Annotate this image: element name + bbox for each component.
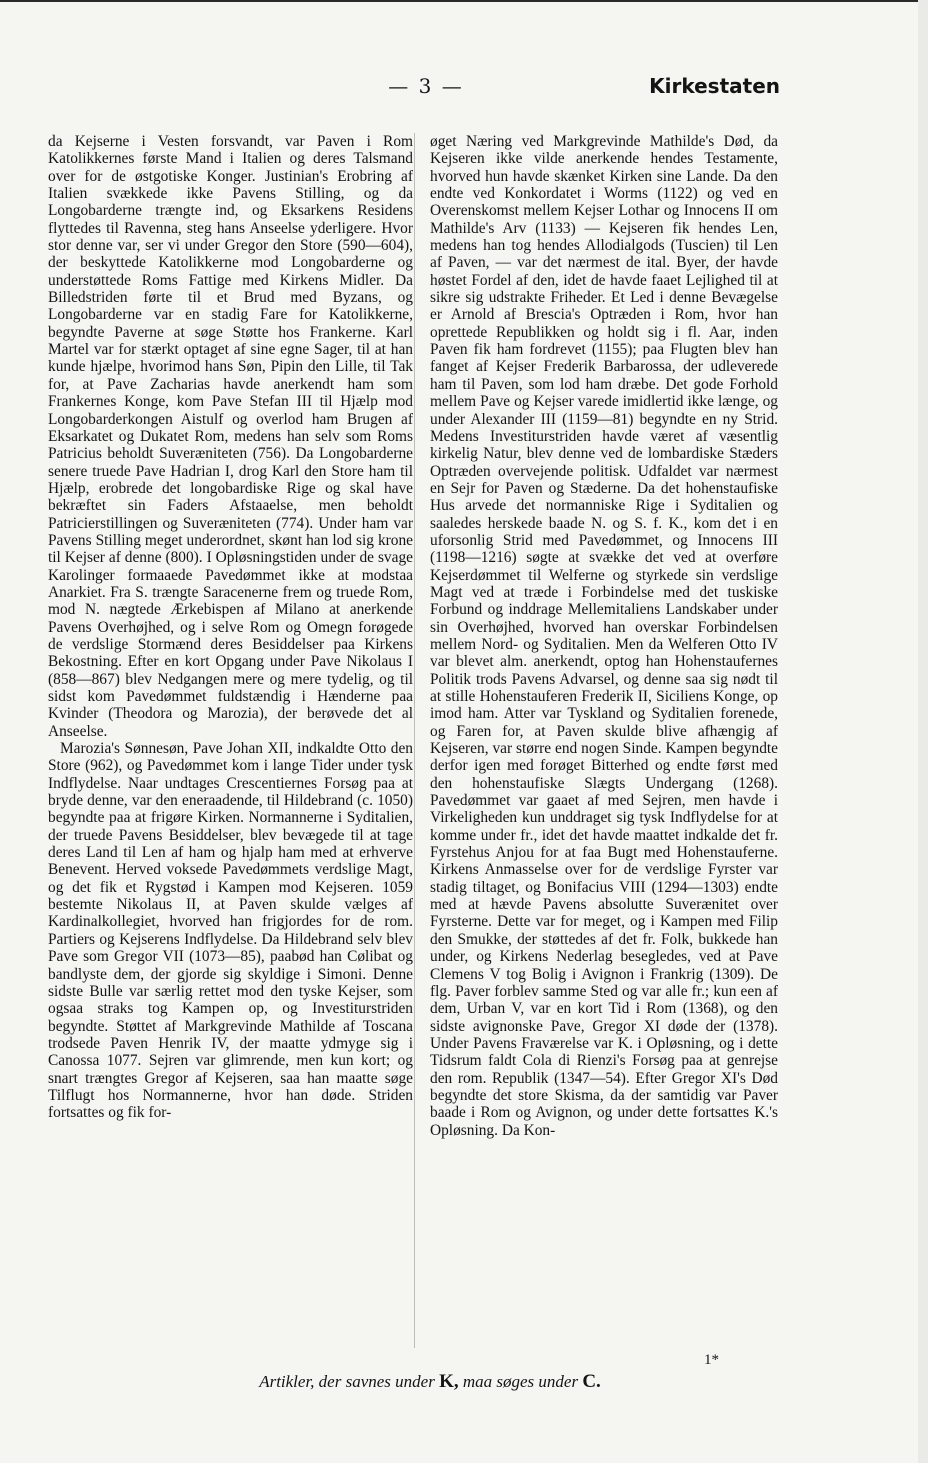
- column-divider: [414, 133, 415, 1348]
- text-column-left: [48, 133, 413, 1122]
- text-column-right: [430, 133, 778, 1139]
- footer-middle: maa søges under: [458, 1372, 583, 1391]
- paragraph: Marozia's Sønnesøn, Pave Johan XII, indkaldte Otto den Store (962), og Pavedømmet kom i lange Tider under tysk Indflydelse. Naar undtages Crescentiernes Forsøg paa at bryde denne, var den eneraadende, til Hildebrand (c. 1050) begyndte paa at frigøre Kirken. Normannerne i Syditalien, der truede Pavens Besiddelser, blev bevægede til at tage deres Land til Len af ham og hjalp ham med at erhverve Benevent. Herved voksede Pavedømmets verdslige Magt, og det fik et Rygstød i Kampen mod Kejseren. 1059 bestemte Nikolaus II, at Paven skulde vælges af Kardinalkollegiet, hvorved han frigjordes for de rom. Partiers og Kejserens Indflydelse. Da Hildebrand selv blev Pave som Gregor VII (1073—85), paabød han Cølibat og bandlyste dem, der gjorde sig skyldige i Simoni. Denne sidste Bulle var særlig rettet mod den tyske Kejser, som ogsaa straks tog Kampen op, og Investiturstriden begyndte. Støttet af Markgrevinde Mathilde af Toscana trodsede Paven Henrik IV, der maatte ydmyge sig i Canossa 1077. Sejren var glimrende, men kun kort; og snart trængtes Gregor af Kejseren, saa han maatte søge Tilflugt hos Normannerne, hvor han døde. Striden fortsattes og fik for-: [48, 740, 413, 1122]
- signature-mark: 1*: [704, 1352, 719, 1368]
- footer-letter-c: C.: [582, 1371, 601, 1392]
- page-header: [0, 74, 928, 104]
- paragraph: øget Næring ved Markgrevinde Mathilde's Død, da Kejseren ikke vilde anerkende hendes Testamente, hvorved hun havde skænket Kirken sine Lande. Da den endte ved Konkordatet i Worms (1122) og ved en Overenskomst mellem Kejser Lothar og Innocens II om Mathilde's Arv (1133) — Kejseren fik hendes Len, medens han tog hendes Allodialgods (Tuscien) til Len af Paven, — var det nærmest de ital. Byer, der havde høstet Fordel af den, idet de havde faaet Lejlighed til at sikre sig udstrakte Friheder. Et Led i denne Bevægelse er Arnold af Brescia's Optræden i Rom, hvor han oprettede Republikken og holdt sig i fl. Aar, inden Paven fik ham fordrevet (1155); paa Flugten blev han fanget af Kejser Frederik Barbarossa, der udleverede ham til Paven, som lod ham dræbe. Det gode Forhold mellem Pave og Kejser varede imidlertid ikke længe, og under Alexander III (1159—81) begyndte en ny Strid. Medens Investiturstriden havde været af væsentlig kirkelig Natur, blev denne ved de lombardiske Stæders Optræden overvejende politisk. Udfaldet var nærmest en Sejr for Paven og Stæderne. Da det hohenstaufiske Hus arvede det normanniske Rige i Syditalien og saaledes herskede baade N. og S. f. K., kom det i en uforsonlig Strid med Pavedømmet, og Innocens III (1198—1216) søgte at svække det ved at overføre Kejserdømmet til Welferne og styrkede sin verdslige Magt ved at træde i Forbindelse med det tuskiske Forbund og inddrage Mellemitaliens Landskaber under sin Overhøjhed, hvorved han overskar Forbindelsen mellem Nord- og Syditalien. Men da Welferen Otto IV var blevet alm. anerkendt, optog han Hohenstaufernes Politik trods Pavens Advarsel, og denne saa sig nødt til at stille Hohenstauferen Frederik II, Siciliens Konge, op imod ham. Atter var Tyskland og Syditalien forenede, og Faren for, at Paven skulde blive afhængig af Kejseren, var større end nogen Sinde. Kampen begyndte derfor igen med forøget Bitterhed og endte først med den hohenstaufiske Slægts Undergang (1268). Pavedømmet var gaaet af med Sejren, men havde i Virkeligheden kun unddraget sig tysk Indflydelse for at komme under fr., idet det havde maattet indkalde det fr. Fyrstehus Anjou for at faa Bugt med Hohenstauferne. Kirkens Anmasselse over for de verdslige Fyrster var stadig tiltaget, og Bonifacius VIII (1294—1303) endte med at hævde Pavens absolutte Suverænitet over Fyrsterne. Dette var for meget, og i Kampen med Filip den Smukke, der støttedes af det fr. Folk, bukkede han under, og Kirkens Nederlag besegledes, ved at Pave Clemens V tog Bolig i Avignon i Frankrig (1309). De flg. Paver forblev samme Sted og var alle fr.; kun een af dem, Urban V, var en kort Tid i Rom (1368), og den sidste avignonske Pave, Gregor XI døde der (1378). Under Pavens Fraværelse var K. i Opløsning, og i dette Tidsrum faldt Cola di Rienzi's Forsøg paa at genrejse den rom. Republik (1347—54). Efter Gregor XI's Død begyndte det store Skisma, da der samtidig var Paver baade i Rom og Avignon, og under dette fortsattes K.'s Opløsning. Da Kon-: [430, 133, 778, 1139]
- footer-letter-k: K,: [439, 1371, 459, 1392]
- footer-prefix: Artikler, der savnes under: [259, 1372, 440, 1391]
- page-right-edge: [918, 0, 928, 1463]
- page-number: — 3 —: [388, 74, 464, 98]
- paragraph: da Kejserne i Vesten forsvandt, var Paven i Rom Katolikkernes første Mand i Italien og deres Talsmand over for de østgotiske Konger. Justinian's Erobring af Italien svækkede ikke Pavens Stilling, og da Longobarderne trængte ind, og Eksarkens Residens flyttedes til Ravenna, steg hans Anseelse yderligere. Hvor stor denne var, ser vi under Gregor den Store (590—604), der beskyttede Katolikkerne mod Longobarderne og understøttede Roms Fattige med Kirkens Midler. Da Billedstriden førte til et Brud med Byzans, og Longobarderne var en stadig Fare for Katolikkerne, begyndte Paverne at søge Støtte hos Frankerne. Karl Martel var for stærkt optaget af sine egne Sager, til at han kunde hjælpe, hvorimod hans Søn, Pipin den Lille, til Tak for, at Pave Zacharias havde anerkendt ham som Frankernes Konge, kom Pave Stefan III til Hjælp mod Longobarderkongen Aistulf og overlod ham Brugen af Eksarkatet og Dukatet Rom, medens han selv som Roms Patricius beholdt Suveræniteten (756). Da Longobarderne senere truede Pave Hadrian I, drog Karl den Store ham til Hjælp, erobrede det longobardiske Rige og skal have bekræftet sin Faders Afstaaelse, men beholdt Patricierstillingen og Suveræniteten (774). Under ham var Pavens Stilling meget underordnet, skønt han lod sig krone til Kejser af denne (800). I Opløsningstiden under de svage Karolinger formaaede Pavedømmet ikke at modstaa Anarkiet. Fra S. trængte Saracenerne frem og truede Rom, mod N. nægtede Ærkebispen af Milano at anerkende Pavens Overhøjhed, og i selve Rom og Omegn forøgede de verdslige Stormænd deres Besiddelser paa Kirkens Bekostning. Efter en kort Opgang under Pave Nikolaus I (858—867) blev Nedgangen mere og mere tydelig, og til sidst kom Pavedømmet fuldstændig i Hænderne paa Kvinder (Theodora og Marozia), der berøvede det al Anseelse.: [48, 133, 413, 740]
- page-top-edge: [0, 0, 928, 2]
- footer-note: [0, 1371, 860, 1393]
- running-title: Kirkestaten: [649, 74, 780, 98]
